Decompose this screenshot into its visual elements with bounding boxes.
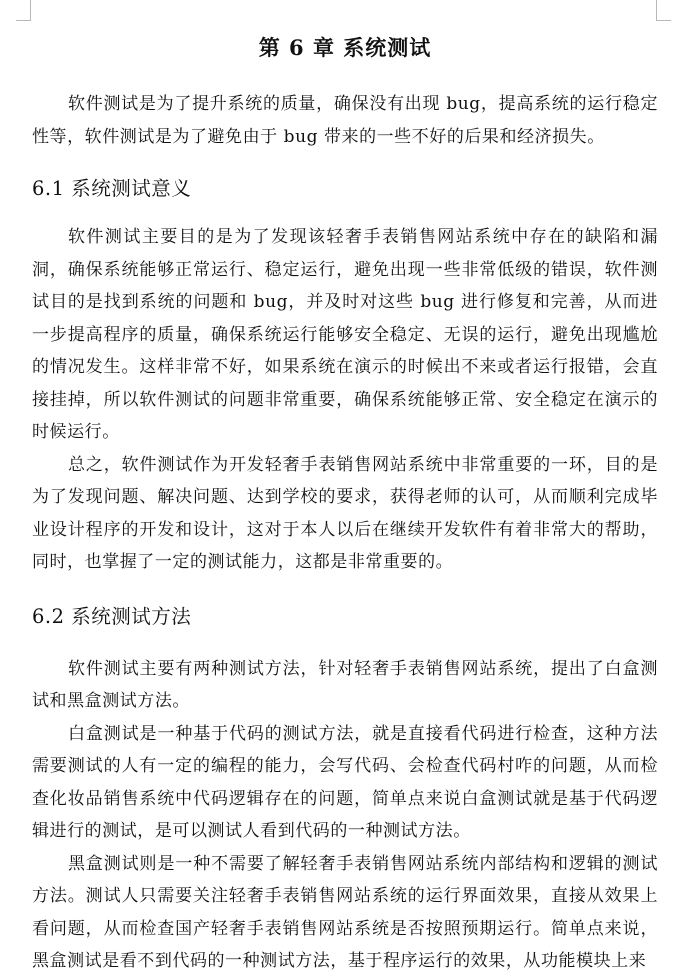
intro-paragraph: 软件测试是为了提升系统的质量，确保没有出现 bug，提高系统的运行稳定性等，软件测试是为了避免由于 bug 带来的一些不好的后果和经济损失。 — [32, 94, 658, 147]
section-6-2-paragraph-1: 软件测试主要有两种测试方法，针对轻奢手表销售网站系统，提出了白盒测试和黑盒测试方法。 — [32, 658, 658, 711]
section-heading-6-1: 6.1 系统测试意义 — [32, 177, 192, 200]
section-6-1-paragraph-2: 总之，软件测试作为开发轻奢手表销售网站系统中非常重要的一环，目的是为了发现问题、解决问题、达到学校的要求，获得老师的认可，从而顺利完成毕业设计程序的开发和设计，这对于本人以后在继续开发软件有着非常大的帮助，同时，也掌握了一定的测试能力，这都是非常重要的。 — [32, 454, 658, 572]
section-6-2-paragraph-3: 黑盒测试则是一种不需要了解轻奢手表销售网站系统内部结构和逻辑的测试方法。测试人只需要关注轻奢手表销售网站系统的运行界面效果，直接从效果上看问题，从而检查国产轻奢手表销售网站系统是否按照预期运行。简单点来说，黑盒测试是看不到代码的一种测试方法，基于程序运行的效果，从功能模块上来 — [32, 853, 658, 971]
page-corner-mark-right — [656, 0, 671, 21]
page-corner-mark-left — [16, 0, 31, 21]
chapter-title: 第 6 章 系统测试 — [258, 35, 432, 60]
document-page — [32, 0, 658, 978]
section-heading-6-2: 6.2 系统测试方法 — [32, 604, 192, 628]
section-6-2-paragraph-2: 白盒测试是一种基于代码的测试方法，就是直接看代码进行检查，这种方法需要测试的人有一定的编程的能力，会写代码、会检查代码村咋的问题，从而检查化妆品销售系统中代码逻辑存在的问题，简单点来说白盒测试就是基于代码逻辑进行的测试，是可以测试人看到代码的一种测试方法。 — [32, 723, 658, 841]
section-6-1-paragraph-1: 软件测试主要目的是为了发现该轻奢手表销售网站系统中存在的缺陷和漏洞，确保系统能够正常运行、稳定运行，避免出现一些非常低级的错误，软件测试目的是找到系统的问题和 bug，并及时对这些 bug 进行修复和完善，从而进一步提高程序的质量，确保系统运行能够安全稳定、无误的运行，避免出现尴尬的情况发生。这样非常不好，如果系统在演示的时候出不来或者运行报错，会直接挂掉，所以软件测试的问题非常重要，确保系统能够正常、安全稳定在演示的时候运行。 — [32, 227, 658, 442]
